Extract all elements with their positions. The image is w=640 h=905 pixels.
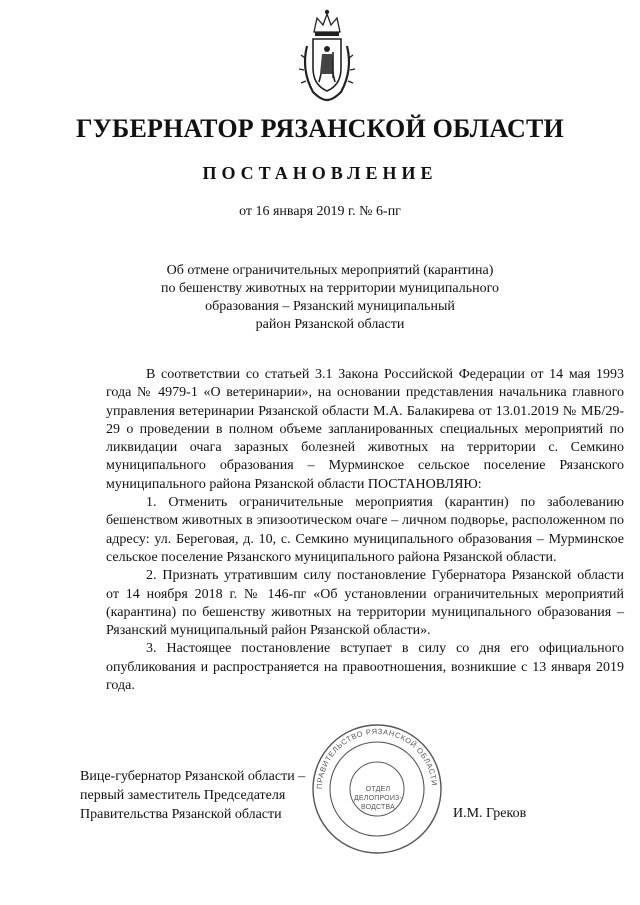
stamp-center-line: ОТДЕЛ xyxy=(365,786,391,793)
subject-line: район Рязанской области xyxy=(255,317,405,332)
stamp-center-line: ДЕЛОПРОИЗ- xyxy=(353,795,403,802)
signatory-position xyxy=(80,767,305,824)
stamp-center-line: ВОДСТВА xyxy=(360,804,396,811)
clause-1-paragraph: 1. Отменить ограничительные мероприятия (карантин) по заболеванию бешенством животных в эпизоотическом очаге – личном подворье, расположенном по адресу: ул. Береговая, д. 10, с. Семкино муниципального образования – Мурминское сельское поселение Рязанского муниципального района Рязанской области. xyxy=(106,495,624,565)
signatory-line: Вице-губернатор Рязанской области – xyxy=(80,769,306,784)
subject-line: по бешенству животных на территории муниципального xyxy=(161,281,499,296)
stamp-outer-text: ПРАВИТЕЛЬСТВО РЯЗАНСКОЙ ОБЛАСТИ xyxy=(314,726,439,790)
stamp-center-text xyxy=(353,785,403,812)
signatory-name: И.М. Греков xyxy=(453,806,527,821)
document-issuer-title: ГУБЕРНАТОР РЯЗАНСКОЙ ОБЛАСТИ xyxy=(76,114,564,143)
document-subject xyxy=(140,262,520,334)
svg-text:ПРАВИТЕЛЬСТВО РЯЗАНСКОЙ ОБЛАСТ xyxy=(315,727,439,789)
clause-3-paragraph: 3. Настоящее постановление вступает в силу со дня его официального опубликования и распространяется на правоотношения, возникшие с 13 января 2019 года. xyxy=(106,641,624,694)
document-type: ПОСТАНОВЛЕНИЕ xyxy=(202,163,438,183)
signatory-line: первый заместитель Председателя xyxy=(80,788,286,803)
signatory-line: Правительства Рязанской области xyxy=(80,807,282,822)
clause-2-paragraph: 2. Признать утратившим силу постановление Губернатора Рязанской области от 14 ноября 2018 г. № 146-пг «Об установлении ограничительных мероприятий (карантина) по бешенству животных на территории муниципального образования – Рязанский муниципальный район Рязанской области». xyxy=(106,568,624,639)
document-body xyxy=(106,366,624,695)
preamble-paragraph: В соответствии со статьей 3.1 Закона Российской Федерации от 14 мая 1993 года № 4979-1 «О ветеринарии», на основании представления начальника главного управления ветеринарии Рязанской области М.А. Балакирева от 13.01.2019 № МБ/29-29 о проведении в полном объеме запланированных специальных мероприятий по ликвидации очага заразных болезней животных на территории с. Семкино муниципального образования – Мурминское сельское поселение Рязанского муниципального района Рязанской области ПОСТАНОВЛЯЮ: xyxy=(106,367,624,492)
subject-line: Об отмене ограничительных мероприятий (карантина) xyxy=(166,263,494,278)
document-date-number: от 16 января 2019 г. № 6-пг xyxy=(239,204,401,219)
subject-line: образования – Рязанский муниципальный xyxy=(205,299,455,314)
ryazan-coat-of-arms-icon xyxy=(297,8,357,103)
